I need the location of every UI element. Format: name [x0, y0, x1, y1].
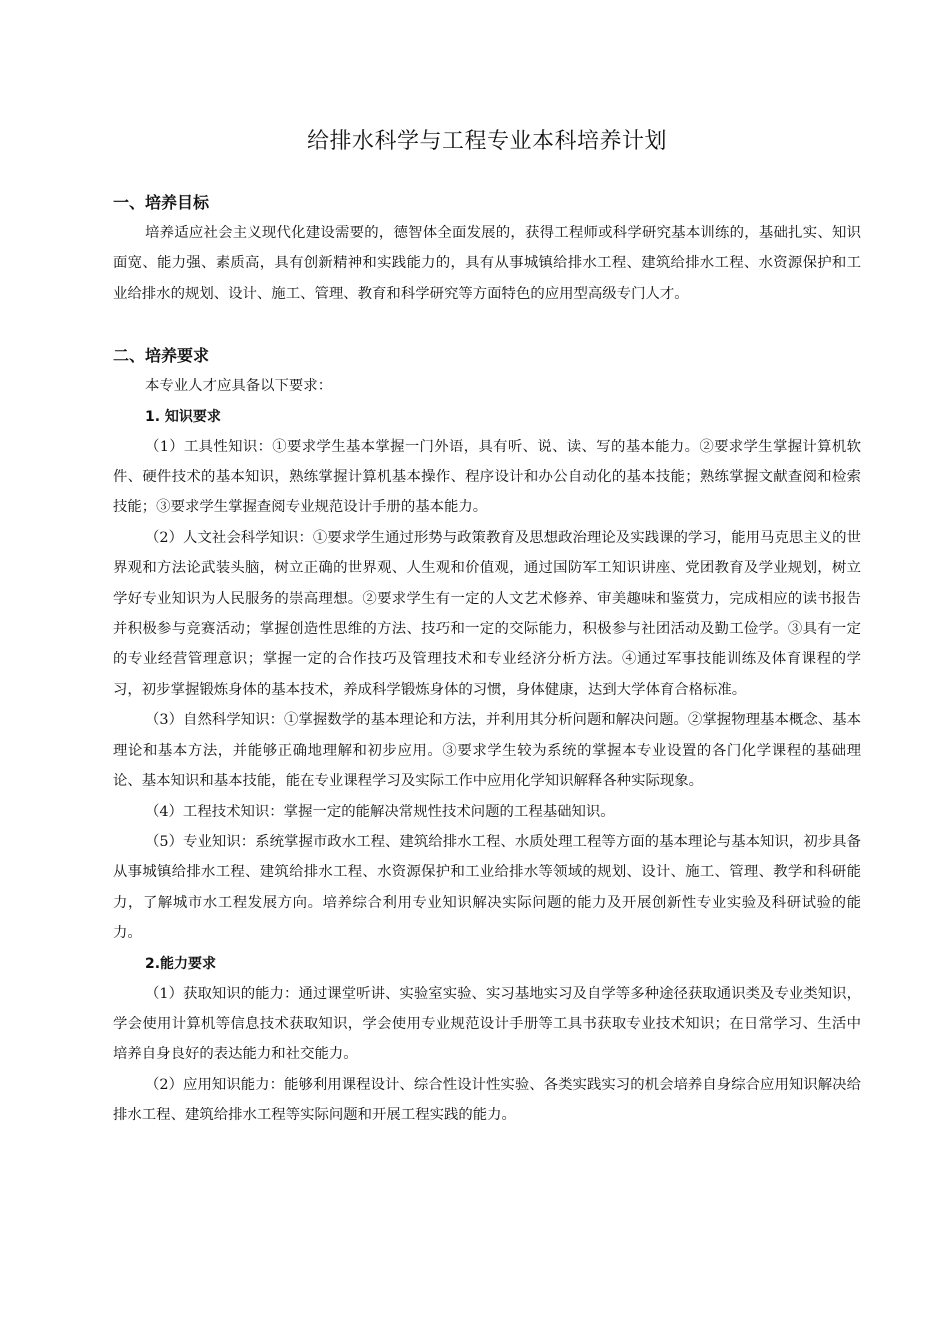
section-heading-training-requirements: 二、培养要求: [113, 346, 210, 366]
paragraph-knowledge-engineering: （4）工程技术知识：掌握一定的能解决常规性技术问题的工程基础知识。: [145, 803, 615, 820]
paragraph-training-objectives: 培养适应社会主义现代化建设需要的，德智体全面发展的，获得工程师或科学研究基本训练的，基础扎实、知识面宽、能力强、素质高，具有创新精神和实践能力的，具有从事城镇给排水工程、建筑给排水工程、水资源保护和工业给排水的规划、设计、施工、管理、教育和科学研究等方面特色的应用型高级专门人才。: [113, 225, 861, 302]
document-page: [113, 0, 861, 1131]
section-heading-training-objectives: 一、培养目标: [113, 193, 210, 212]
paragraph-requirements-intro: 本专业人才应具备以下要求：: [145, 378, 333, 395]
paragraph-knowledge-natural-science: （3）自然科学知识：①掌握数学的基本理论和方法，并利用其分析问题和解决问题。②掌握物理基本概念、基本理论和基本方法，并能够正确地理解和初步应用。③要求学生较为系统的掌握本专业设置的各门化学课程的基础理论、基本知识和基本技能，能在专业课程学习及实际工作中应用化学知识解释各种实际现象。: [113, 712, 861, 790]
paragraph-ability-acquire-knowledge: （1）获取知识的能力：通过课堂听讲、实验室实验、实习基地实习及自学等多种途径获取通识类及专业类知识，学会使用计算机等信息技术获取知识，学会使用专业规范设计手册等工具书获取专业技术知识；在日常学习、生活中培养自身良好的表达能力和社交能力。: [113, 985, 861, 1063]
subheading-knowledge-requirements: 1. 知识要求: [145, 408, 221, 425]
paragraph-ability-apply-knowledge: （2）应用知识能力：能够利用课程设计、综合性设计性实验、各类实践实习的机会培养自身综合应用知识解决给排水工程、建筑给排水工程等实际问题和开展工程实践的能力。: [113, 1076, 861, 1124]
document-title: 给排水科学与工程专业本科培养计划: [306, 129, 667, 154]
paragraph-knowledge-professional: （5）专业知识：系统掌握市政水工程、建筑给排水工程、水质处理工程等方面的基本理论与基本知识，初步具备从事城镇给排水工程、建筑给排水工程、水资源保护和工业给排水等领域的规划、设计、施工、管理、教学和科研能力，了解城市水工程发展方向。培养综合利用专业知识解决实际问题的能力及开展创新性专业实验及科研试验的能力。: [113, 833, 861, 942]
paragraph-knowledge-tools: （1）工具性知识：①要求学生基本掌握一门外语，具有听、说、读、写的基本能力。②要求学生掌握计算机软件、硬件技术的基本知识，熟练掌握计算机基本操作、程序设计和办公自动化的基本技能；熟练掌握文献查阅和检索技能；③要求学生掌握查阅专业规范设计手册的基本能力。: [113, 438, 861, 516]
paragraph-knowledge-humanities: （2）人文社会科学知识：①要求学生通过形势与政策教育及思想政治理论及实践课的学习，能用马克思主义的世界观和方法论武装头脑，树立正确的世界观、人生观和价值观，通过国防军工知识讲座、党团教育及学业规划，树立学好专业知识为人民服务的崇高理想。②要求学生有一定的人文艺术修养、审美趣味和鉴赏力，完成相应的读书报告并积极参与竞赛活动；掌握创造性思维的方法、技巧和一定的交际能力，积极参与社团活动及勤工俭学。③具有一定的专业经营管理意识；掌握一定的合作技巧及管理技术和专业经济分析方法。④通过军事技能训练及体育课程的学习，初步掌握锻炼身体的基本技术，养成科学锻炼身体的习惯，身体健康，达到大学体育合格标准。: [113, 529, 861, 698]
subheading-ability-requirements: 2.能力要求: [145, 955, 217, 972]
